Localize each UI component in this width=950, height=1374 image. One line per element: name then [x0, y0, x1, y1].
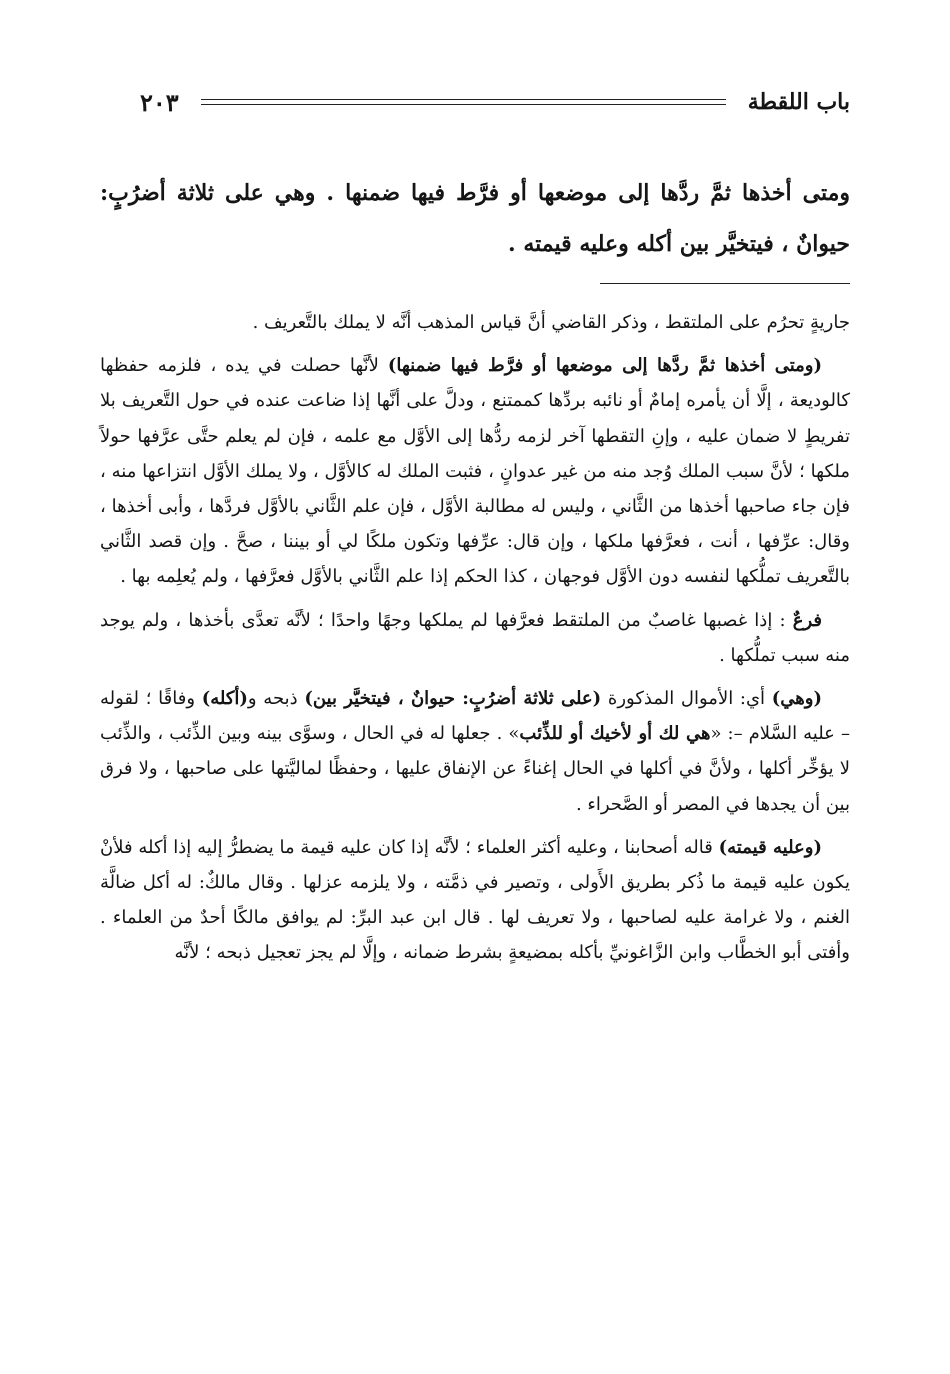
paragraph-text: جاريةٍ تحرُم على الملتقط ، وذكر القاضي أنَّ قياس المذهب أنَّه لا يملك بالتَّعريف .	[252, 312, 850, 333]
commentary-paragraph-4	[100, 681, 850, 822]
header-rule	[201, 99, 726, 105]
paragraph-text: : إذا غصبها غاصبٌ من الملتقط فعرَّفها لم يملكها وجهًا واحدًا ؛ لأنَّه تعدَّى بأخذها ، ولم يوجد منه سبب تملُّكها .	[100, 609, 850, 666]
commentary-paragraph-2	[100, 348, 850, 594]
hadith-quote: هي لك أو لأخيك أو للذِّئب	[519, 723, 711, 745]
page-header	[140, 82, 850, 122]
paragraph-text: ذبحه و	[247, 688, 305, 710]
far-heading: فرعٌ	[792, 609, 822, 631]
paragraph-text: قاله أصحابنا ، وعليه أكثر العلماء ؛ لأنَّه إذا كان عليه قيمة ما يضطرُّ إليه إذا أكله فلأنْ يكون عليه قيمة ما ذُكر بطريق الأَولى ، وتصير في ذمَّته ، ولا يلزمه عزلها . وقال مالكٌ: له أكل ضالَّة الغنم ، ولا غرامة عليه لصاحبها ، ولا تعريف لها . قال ابن عبد البرِّ: لم يوافق مالكًا أحدٌ من العلماء . وأفتى أبو الخطَّاب وابن الزَّاغونيِّ بأكله بمضيعةٍ بشرط ضمانه ، وإلَّا لم يجز تعجيل ذبحه ؛ لأنَّه	[100, 836, 850, 964]
page-number: ٢٠٣	[140, 87, 179, 117]
matn-text	[100, 168, 850, 270]
commentary-paragraph-3	[100, 603, 850, 673]
matn-sentence: ومتى أخذها ثمَّ ردَّها إلى موضعها أو فرَّط فيها ضمنها . وهي على ثلاثة أضرُبٍ: حيوانٌ ، فيتخيَّر بين أكله وعليه قيمته .	[100, 180, 850, 257]
matn-separator-rule	[600, 283, 850, 284]
quoted-matn: (على ثلاثة أضرُبٍ: حيوانٌ ، فيتخيَّر بين)	[304, 688, 602, 710]
chapter-title: باب اللقطة	[747, 89, 850, 115]
quoted-matn: (ومتى أخذها ثمَّ ردَّها إلى موضعها أو فرَّط فيها ضمنها)	[387, 355, 822, 377]
paragraph-text: وفاقًا ؛ لقوله – عليه السَّلام –: «	[100, 688, 850, 745]
commentary-paragraph-5	[100, 830, 850, 971]
commentary	[100, 305, 850, 979]
quoted-matn: (وعليه قيمته)	[718, 836, 822, 858]
paragraph-text: لأنَّها حصلت في يده ، فلزمه حفظها كالوديعة ، إلَّا أن يأمره إمامٌ أو نائبه بردِّها كممتنع ، ودلَّ على أنَّها إذا ضاعت عنده في حول التَّعريف بلا تفريطٍ لا ضمان عليه ، وإنِ التقطها آخر لزمه ردُّها إلى الأوَّل مع علمه ، فإن لم يعلم حتَّى عرَّفها حولاً ملكها ؛ لأنَّ سبب الملك وُجد منه من غير عدوانٍ ، فثبت الملك له كالأوَّل ، ولا يملك الأوَّل انتزاعها منه ، فإن جاء صاحبها أخذها من الثَّاني ، وليس له مطالبة الأوَّل ، فإن علم الثَّاني بالأوَّل فردَّها ، وأبى أخذها ، وقال: عرِّفها ، أنت ، فعرَّفها ملكها ، وإن قال: عرِّفها وتكون ملكًا لي أو بيننا ، صحَّ . وإن قصد الثَّاني بالتَّعريف تملُّكها لنفسه دون الأوَّل فوجهان ، كذا الحكم إذا علم الثَّاني بالأوَّل فعرَّفها ، ولم يُعلِمه بها .	[100, 355, 850, 588]
paragraph-text: » . جعلها له في الحال ، وسوَّى بينه وبين الذِّئب ، والذِّئب لا يؤخِّر أكلها ، ولأنَّ في أكلها في الحال إغناءً عن الإنفاق عليها ، وحفظًا لماليَّتها على صاحبها ، ولا فرق بين أن يجدها في المصر أو الصَّحراء .	[100, 723, 850, 815]
paragraph-text: أي: الأموال المذكورة	[601, 688, 772, 710]
quoted-matn: (أكله)	[201, 688, 248, 710]
commentary-paragraph-1	[100, 305, 850, 340]
quoted-matn: (وهي)	[771, 688, 822, 710]
